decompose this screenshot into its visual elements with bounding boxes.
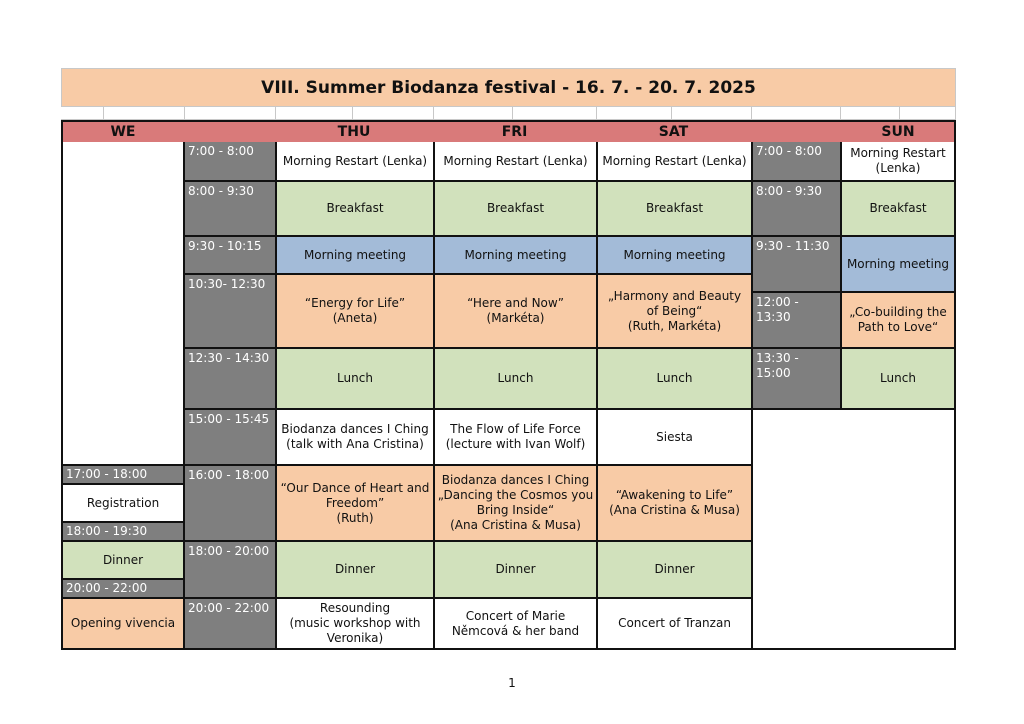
sun-time-0700: 7:00 - 8:00 [751, 142, 842, 182]
we-dinner: Dinner [61, 540, 185, 580]
fri-concert: Concert of Marie Němcová & her band [433, 597, 598, 650]
fri-breakfast: Breakfast [433, 180, 598, 237]
sat-siesta: Siesta [596, 408, 753, 466]
fri-dancing-the-cosmos: Biodanza dances I Ching „Dancing the Cosmos you Bring Inside“ (Ana Cristina & Musa) [433, 464, 598, 542]
festival-title: VIII. Summer Biodanza festival - 16. 7. - 20. 7. 2025 [61, 68, 956, 107]
sat-awakening-to-life: “Awakening to Life” (Ana Cristina & Musa) [596, 464, 753, 542]
we-time-1700: 17:00 - 18:00 [61, 464, 185, 485]
sat-breakfast: Breakfast [596, 180, 753, 237]
page-number: 1 [508, 676, 516, 690]
sun-time-0930: 9:30 - 11:30 [751, 235, 842, 293]
thu-morning-meeting: Morning meeting [275, 235, 435, 275]
time-0700: 7:00 - 8:00 [183, 142, 277, 182]
thu-lunch: Lunch [275, 347, 435, 410]
sat-concert: Concert of Tranzan [596, 597, 753, 650]
time-1230: 12:30 - 14:30 [183, 347, 277, 410]
fri-lunch: Lunch [433, 347, 598, 410]
we-empty [61, 142, 185, 466]
sat-dinner: Dinner [596, 540, 753, 599]
time-1030: 10:30- 12:30 [183, 273, 277, 349]
thu-breakfast: Breakfast [275, 180, 435, 237]
day-header-sat: SAT [658, 123, 689, 140]
thu-morning-restart: Morning Restart (Lenka) [275, 142, 435, 182]
we-time-2000: 20:00 - 22:00 [61, 578, 185, 599]
sun-co-building: „Co-building the Path to Love“ [840, 291, 956, 349]
day-header-sun: SUN [881, 123, 915, 140]
time-2000: 20:00 - 22:00 [183, 597, 277, 650]
sun-breakfast: Breakfast [840, 180, 956, 237]
thu-resounding: Resounding (music workshop with Veronika) [275, 597, 435, 650]
time-1500: 15:00 - 15:45 [183, 408, 277, 466]
thu-dinner: Dinner [275, 540, 435, 599]
fri-dinner: Dinner [433, 540, 598, 599]
sun-lunch: Lunch [840, 347, 956, 410]
sat-harmony-and-beauty: „Harmony and Beauty of Being“ (Ruth, Markéta) [596, 273, 753, 349]
fri-flow-of-life-force: The Flow of Life Force (lecture with Ivan Wolf) [433, 408, 598, 466]
fri-morning-meeting: Morning meeting [433, 235, 598, 275]
thu-energy-for-life: “Energy for Life” (Aneta) [275, 273, 435, 349]
time-1600: 16:00 - 18:00 [183, 464, 277, 542]
we-registration: Registration [61, 483, 185, 523]
day-header-thu: THU [337, 123, 371, 140]
sat-lunch: Lunch [596, 347, 753, 410]
fri-morning-restart: Morning Restart (Lenka) [433, 142, 598, 182]
day-header-we: WE [110, 123, 136, 140]
we-opening-vivencia: Opening vivencia [61, 597, 185, 650]
thu-our-dance-of-heart: “Our Dance of Heart and Freedom” (Ruth) [275, 464, 435, 542]
sat-morning-meeting: Morning meeting [596, 235, 753, 275]
we-time-1800: 18:00 - 19:30 [61, 521, 185, 542]
fri-here-and-now: “Here and Now” (Markéta) [433, 273, 598, 349]
time-0930: 9:30 - 10:15 [183, 235, 277, 275]
thu-biodanza-i-ching: Biodanza dances I Ching (talk with Ana Cristina) [275, 408, 435, 466]
time-1800: 18:00 - 20:00 [183, 540, 277, 599]
sun-time-1200: 12:00 - 13:30 [751, 291, 842, 349]
sun-morning-meeting: Morning meeting [840, 235, 956, 293]
time-0800: 8:00 - 9:30 [183, 180, 277, 237]
sat-morning-restart: Morning Restart (Lenka) [596, 142, 753, 182]
sun-time-1330: 13:30 - 15:00 [751, 347, 842, 410]
sun-time-0800: 8:00 - 9:30 [751, 180, 842, 237]
sun-empty [751, 408, 956, 650]
day-header-fri: FRI [501, 123, 528, 140]
sun-morning-restart: Morning Restart (Lenka) [840, 142, 956, 182]
